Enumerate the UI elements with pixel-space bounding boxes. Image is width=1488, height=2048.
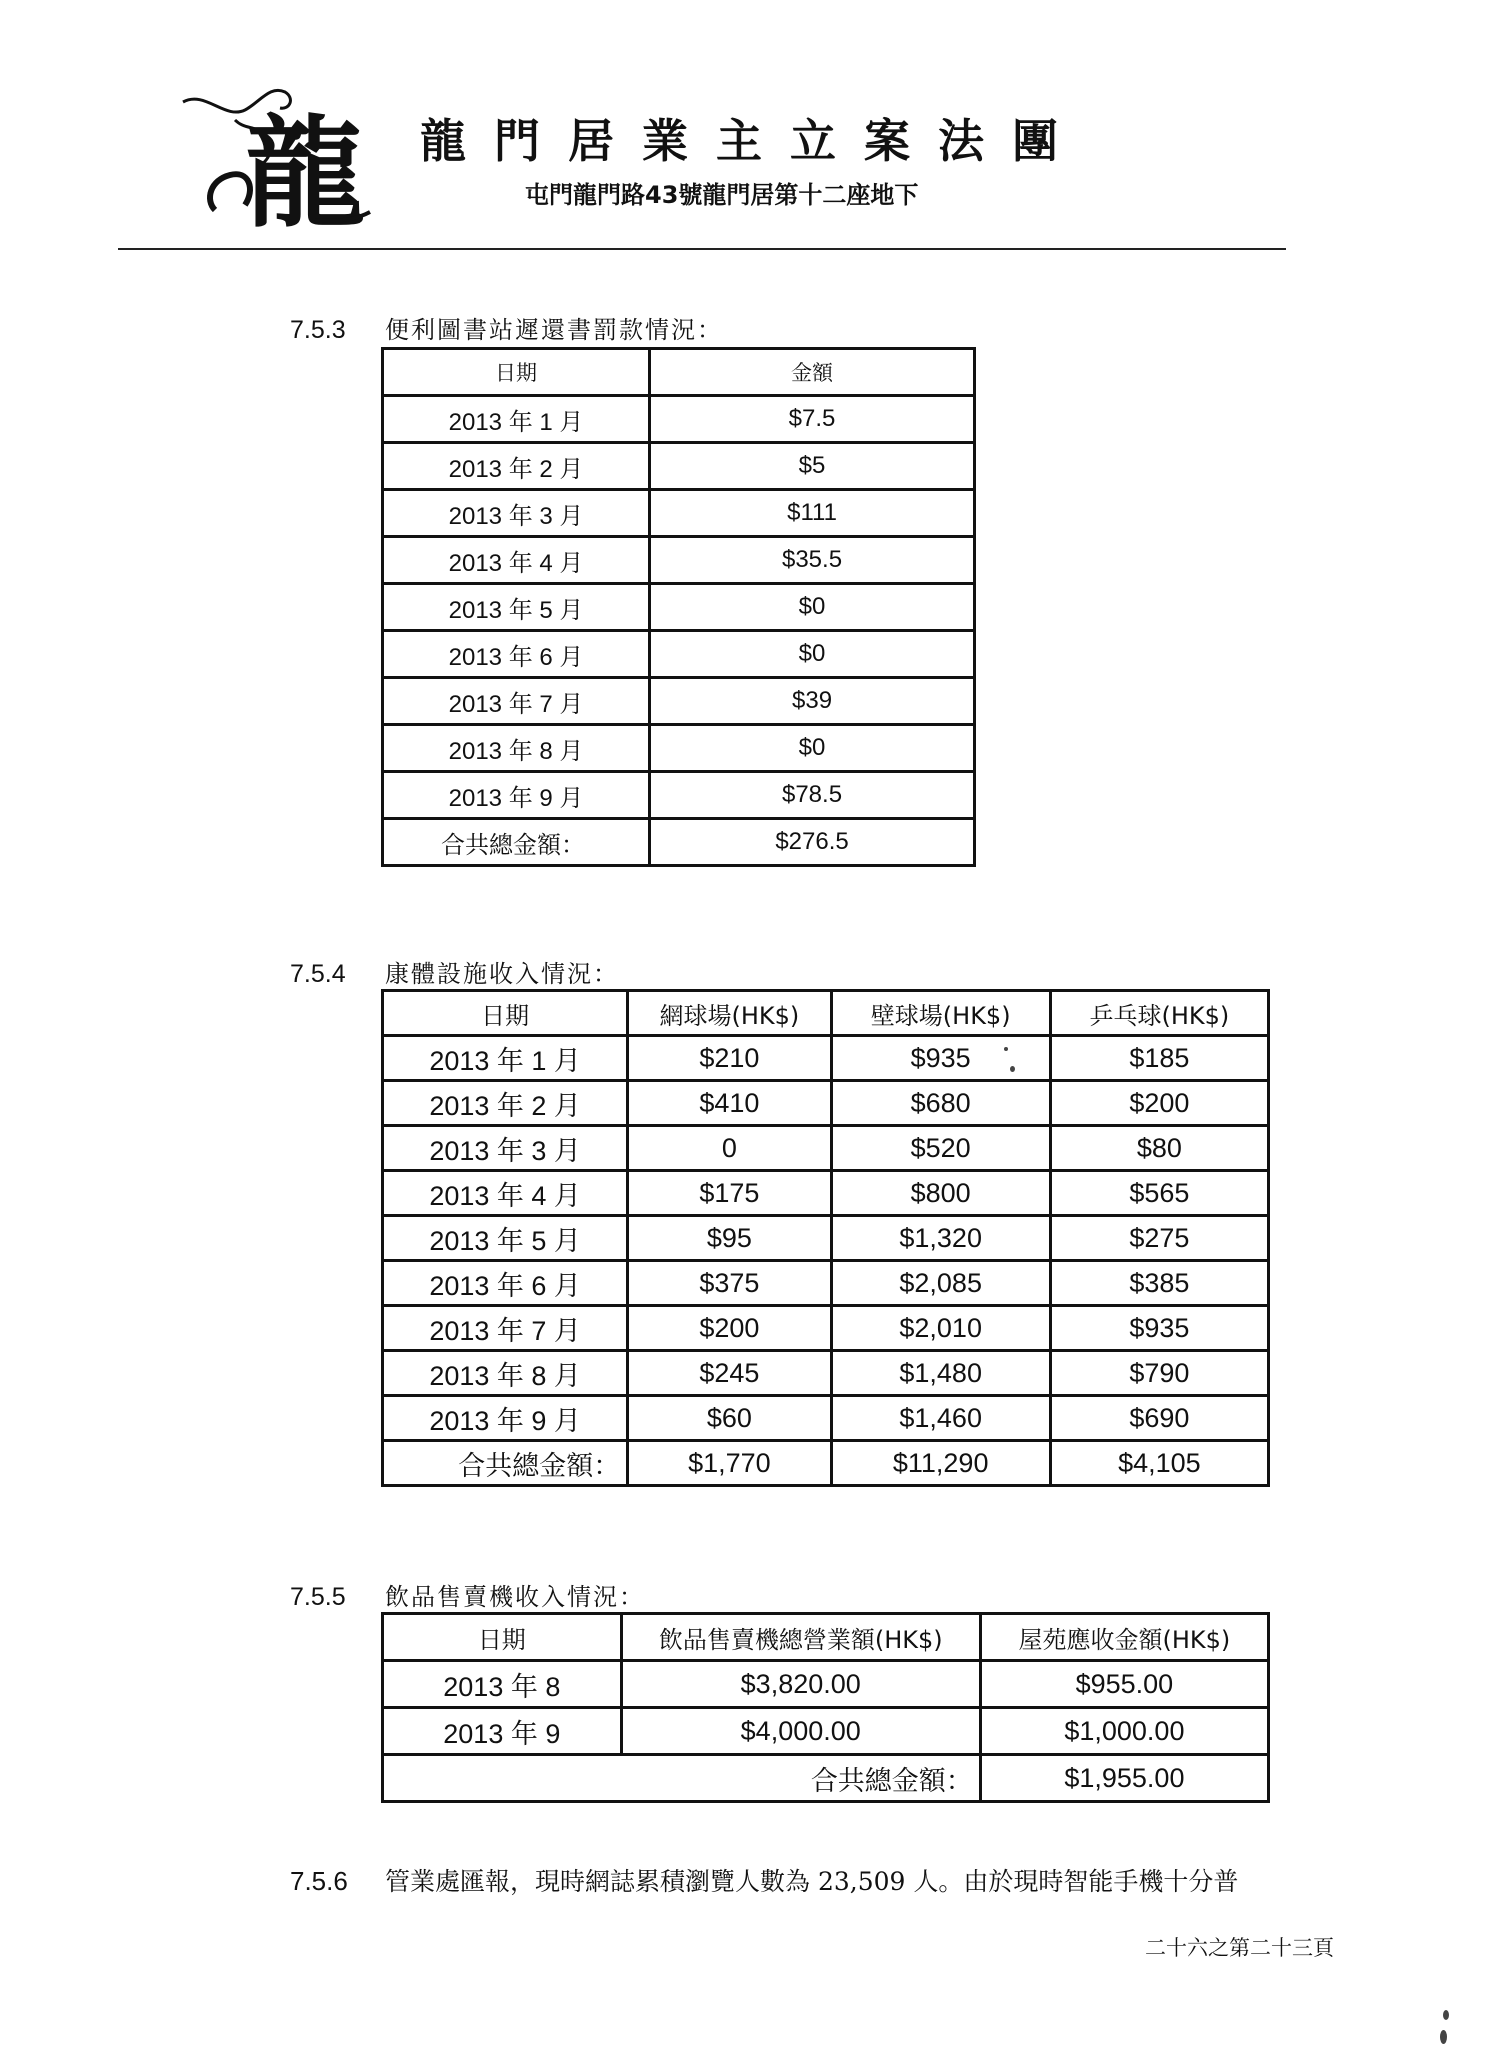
amount-cell: $35.5 [650, 537, 975, 584]
table-row [383, 1351, 1269, 1396]
table-row [383, 772, 975, 819]
scan-speck [1440, 2030, 1447, 2044]
table-row [383, 396, 975, 443]
amount-cell: $210 [628, 1036, 831, 1081]
amount-cell: $2,085 [831, 1261, 1050, 1306]
amount-cell: $955.00 [980, 1661, 1268, 1708]
table-row [383, 443, 975, 490]
column-header: 日期 [383, 349, 650, 396]
date-cell: 2013 年 5 月 [383, 1216, 628, 1261]
dragon-logo [175, 80, 375, 230]
table-row [383, 1306, 1269, 1351]
table-row [383, 537, 975, 584]
amount-cell: $680 [831, 1081, 1050, 1126]
table-header-row [383, 991, 1269, 1036]
amount-cell: 0 [628, 1126, 831, 1171]
date-cell: 2013 年 9 [383, 1708, 622, 1755]
date-cell: 2013 年 4 月 [383, 537, 650, 584]
total-label: 合共總金額： [383, 819, 650, 866]
date-cell: 2013 年 2 月 [383, 1081, 628, 1126]
amount-cell: $2,010 [831, 1306, 1050, 1351]
amount-cell: $375 [628, 1261, 831, 1306]
table-row [383, 584, 975, 631]
section-number: 7.5.4 [290, 960, 346, 988]
amount-cell: $39 [650, 678, 975, 725]
amount-cell: $200 [628, 1306, 831, 1351]
letterhead [0, 0, 1488, 260]
total-value: $1,955.00 [980, 1755, 1268, 1802]
column-header: 乒乓球(HK$) [1050, 991, 1268, 1036]
date-cell: 2013 年 2 月 [383, 443, 650, 490]
column-header: 屋苑應收金額(HK$) [980, 1614, 1268, 1661]
column-header: 飲品售賣機總營業額(HK$) [621, 1614, 980, 1661]
amount-cell: $60 [628, 1396, 831, 1441]
amount-cell: $3,820.00 [621, 1661, 980, 1708]
amount-cell: $1,460 [831, 1396, 1050, 1441]
date-cell: 2013 年 8 月 [383, 1351, 628, 1396]
page-number: 二十六之第二十三頁 [1145, 1936, 1334, 1960]
amount-cell: $275 [1050, 1216, 1268, 1261]
table-row [383, 1708, 1269, 1755]
date-cell: 2013 年 3 月 [383, 490, 650, 537]
amount-cell: $245 [628, 1351, 831, 1396]
date-cell: 2013 年 7 月 [383, 1306, 628, 1351]
date-cell: 2013 年 9 月 [383, 772, 650, 819]
total-value: $1,770 [628, 1441, 831, 1486]
amount-cell: $800 [831, 1171, 1050, 1216]
logo-char: 龍 [245, 103, 365, 230]
amount-cell: $111 [650, 490, 975, 537]
section-title: 便利圖書站遲還書罰款情況： [385, 316, 723, 344]
date-cell: 2013 年 6 月 [383, 1261, 628, 1306]
amount-cell: $185 [1050, 1036, 1268, 1081]
scan-speck [1443, 2010, 1449, 2020]
total-value: $4,105 [1050, 1441, 1268, 1486]
column-header: 壁球場(HK$) [831, 991, 1050, 1036]
amount-cell: $200 [1050, 1081, 1268, 1126]
date-cell: 2013 年 5 月 [383, 584, 650, 631]
table-row [383, 1216, 1269, 1261]
amount-cell: $0 [650, 725, 975, 772]
amount-cell: $0 [650, 584, 975, 631]
header-divider [118, 248, 1286, 250]
table-row [383, 1261, 1269, 1306]
date-cell: 2013 年 4 月 [383, 1171, 628, 1216]
amount-cell: $520 [831, 1126, 1050, 1171]
total-value: $276.5 [650, 819, 975, 866]
amount-cell: $175 [628, 1171, 831, 1216]
vending-income-table [381, 1612, 1270, 1803]
date-cell: 2013 年 1 月 [383, 396, 650, 443]
date-cell: 2013 年 9 月 [383, 1396, 628, 1441]
table-row [383, 1396, 1269, 1441]
amount-cell: $1,000.00 [980, 1708, 1268, 1755]
date-cell: 2013 年 6 月 [383, 631, 650, 678]
section-number: 7.5.5 [290, 1583, 346, 1611]
amount-cell: $790 [1050, 1351, 1268, 1396]
table-row [383, 490, 975, 537]
amount-cell: $78.5 [650, 772, 975, 819]
amount-cell: $565 [1050, 1171, 1268, 1216]
table-row [383, 631, 975, 678]
date-cell: 2013 年 8 月 [383, 725, 650, 772]
amount-cell: $385 [1050, 1261, 1268, 1306]
section-heading-753 [290, 310, 723, 345]
scan-speck [1010, 1066, 1015, 1072]
table-header-row [383, 349, 975, 396]
total-row [383, 819, 975, 866]
amount-cell: $7.5 [650, 396, 975, 443]
org-name: 龍門居業主立案法團 [420, 114, 1086, 168]
library-fines-table [381, 347, 976, 867]
amount-cell: $935 [1050, 1306, 1268, 1351]
amount-cell: $935 [831, 1036, 1050, 1081]
table-row [383, 1661, 1269, 1708]
column-header: 金額 [650, 349, 975, 396]
date-cell: 2013 年 8 [383, 1661, 622, 1708]
table-header-row [383, 1614, 1269, 1661]
table-row [383, 725, 975, 772]
amount-cell: $0 [650, 631, 975, 678]
amount-cell: $690 [1050, 1396, 1268, 1441]
column-header: 日期 [383, 991, 628, 1036]
section-heading-755 [290, 1577, 645, 1612]
table-row [383, 1036, 1269, 1081]
section-heading-754 [290, 954, 619, 989]
date-cell: 2013 年 3 月 [383, 1126, 628, 1171]
org-address: 屯門龍門路43號龍門居第十二座地下 [525, 181, 919, 209]
amount-cell: $410 [628, 1081, 831, 1126]
section-title: 飲品售賣機收入情況： [385, 1583, 645, 1611]
paragraph-text: 管業處匯報，現時網誌累積瀏覽人數為 23,509 人。由於現時智能手機十分普 [385, 1867, 1239, 1896]
section-number: 7.5.3 [290, 316, 346, 344]
recreation-income-table [381, 989, 1270, 1487]
column-header: 網球場(HK$) [628, 991, 831, 1036]
table-row [383, 678, 975, 725]
total-label: 合共總金額： [383, 1755, 981, 1802]
amount-cell: $1,480 [831, 1351, 1050, 1396]
section-number: 7.5.6 [290, 1866, 348, 1896]
amount-cell: $1,320 [831, 1216, 1050, 1261]
column-header: 日期 [383, 1614, 622, 1661]
total-row [383, 1755, 1269, 1802]
total-label: 合共總金額： [383, 1441, 628, 1486]
amount-cell: $95 [628, 1216, 831, 1261]
table-row [383, 1081, 1269, 1126]
section-paragraph-756 [290, 1862, 1238, 1898]
total-row [383, 1441, 1269, 1486]
date-cell: 2013 年 7 月 [383, 678, 650, 725]
date-cell: 2013 年 1 月 [383, 1036, 628, 1081]
table-row [383, 1171, 1269, 1216]
amount-cell: $5 [650, 443, 975, 490]
amount-cell: $4,000.00 [621, 1708, 980, 1755]
total-value: $11,290 [831, 1441, 1050, 1486]
scan-speck [1004, 1047, 1008, 1051]
section-title: 康體設施收入情況： [385, 960, 619, 988]
amount-cell: $80 [1050, 1126, 1268, 1171]
table-row [383, 1126, 1269, 1171]
